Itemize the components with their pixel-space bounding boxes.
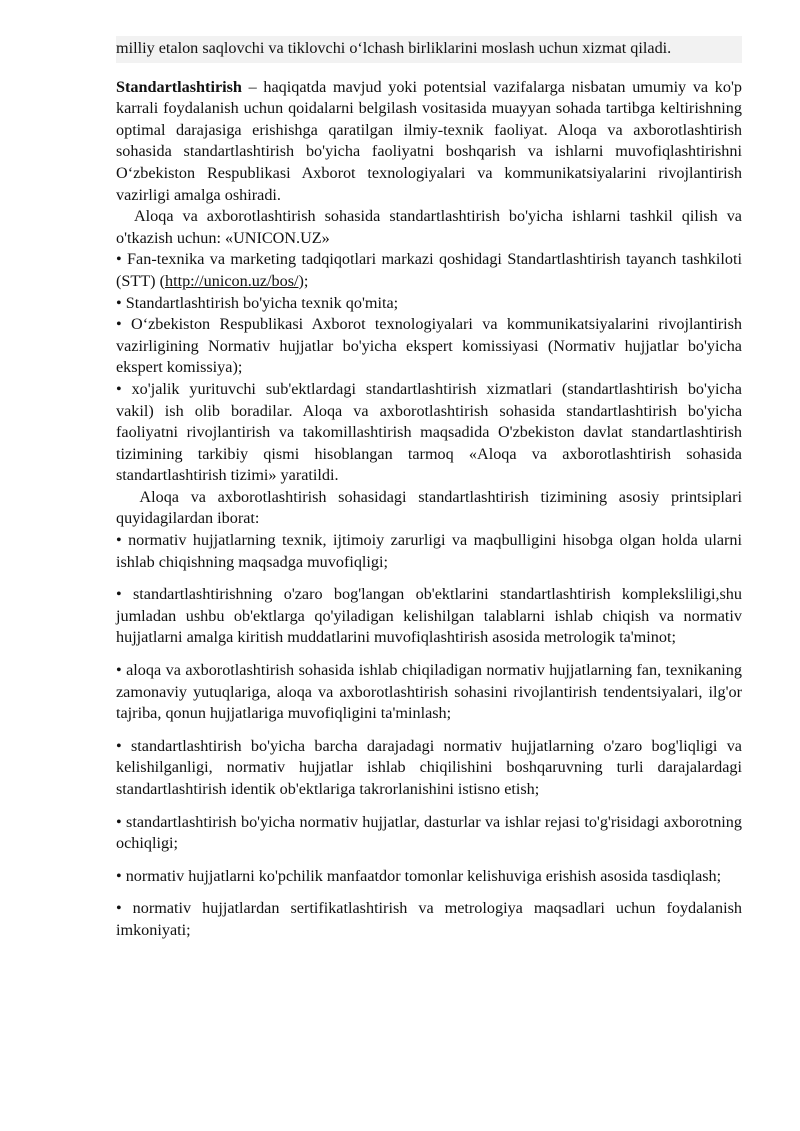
- definition-paragraph: [116, 77, 742, 207]
- principle-item: • standartlashtirish bo'yicha barcha darajadagi normativ hujjatlarning o'zaro bog'liqligi va kelishilganligi, normativ hujjatlar ishlab chiqilishini boshqaruvning turli darajalardagi standartlashtirish identik ob'ektlariga takrorlanishini istisno etish;: [116, 736, 742, 798]
- organization-intro: Aloqa va axborotlashtirish sohasida standartlashtirish bo'yicha ishlarni tashkil qilish va o'tkazish uchun: «UNICON.UZ»: [116, 207, 742, 247]
- principle-item: • standartlashtirish bo'yicha normativ hujjatlar, dasturlar va ishlar rejasi to'g'risidagi axborotning ochiqligi;: [116, 812, 742, 853]
- definition-term: Standartlashtirish: [116, 77, 242, 96]
- principle-item: • standartlashtirishning o'zaro bog'langan ob'ektlarini standartlashtirish kompleksliligi,shu jumladan ushbu ob'ektlarga qo'yiladigan kelishilgan talablarni ishlab chiqish va normativ hujjatlarni amalga kiritish muddatlarini muvofiqlashtirish asosida metrologik ta'minot;: [116, 585, 742, 647]
- document-page: [116, 36, 742, 942]
- organization-item-committee: • Standartlashtirish bo'yicha texnik qo'mita;: [116, 293, 399, 312]
- principle-item: • normativ hujjatlardan sertifikatlashtirish va metrologiya maqsadlari uchun foydalanish imkoniyati;: [116, 899, 742, 939]
- intro-paragraph: milliy etalon saqlovchi va tiklovchi o‘lchash birliklarini moslash uchun xizmat qiladi.: [116, 36, 742, 63]
- unicon-link[interactable]: http://unicon.uz/bos/: [165, 271, 299, 290]
- principle-item: • normativ hujjatlarni ko'pchilik manfaatdor tomonlar kelishuviga erishish asosida tasdiqlash;: [116, 866, 722, 885]
- principle-item: • aloqa va axborotlashtirish sohasida ishlab chiqiladigan normativ hujjatlarning fan, texnikaning zamonaviy yutuqlariga, aloqa va axborotlashtirish sohasini rivojlantirish tendentsiyalari, ilg'or tajriba, qonun hujjatlariga muvofiqligini ta'minlash;: [116, 661, 742, 723]
- organization-item-services: • xo'jalik yurituvchi sub'ektlardagi standartlashtirish xizmatlari (standartlashtirish bo'yicha vakil) ish olib boradilar. Aloqa va axborotlashtirish sohasida standartlashtirish bo'yicha faoliyatni rivojlantirish va takomillashtirish maqsadida O'zbekiston davlat standartlashtirish tizimining tarkibiy qismi hisoblangan tarmoq «Aloqa va axborotlashtirish sohasida standartlashtirish tizimi» yaratildi.: [116, 379, 742, 485]
- principle-item: • normativ hujjatlarning texnik, ijtimoiy zarurligi va maqbulligini hisobga olgan holda ularni ishlab chiqishning maqsadga muvofiqligi;: [116, 531, 742, 571]
- principles-intro: Aloqa va axborotlashtirish sohasidagi standartlashtirish tizimining asosiy printsiplari quyidagilardan iborat:: [116, 487, 742, 528]
- organization-item-commission: • O‘zbekiston Respublikasi Axborot texnologiyalari va kommunikatsiyalarini rivojlantirish vazirligining Normativ hujjatlar bo'yicha ekspert komissiyasi (Normativ hujjatlar bo'yicha ekspert komissiya);: [116, 315, 742, 377]
- definition-text: – haqiqatda mavjud yoki potentsial vazifalarga nisbatan umumiy va ko'p karrali foydalanish uchun qoidalarni belgilash vositasida muayyan sohada tartibga keltirishning optimal darajasiga erishishga qaratilgan ilmiy-texnik faoliyat. Aloqa va axborotlashtirish sohasida standartlashtirish bo'yicha faoliyatni boshqarish va ishlarni muvofiqlashtirishni O‘zbekiston Respublikasi Axborot texnologiyalari va kommunikatsiyalarini rivojlantirish vazirligi amalga oshiradi.: [116, 77, 742, 204]
- organization-item-stt: • Fan-texnika va marketing tadqiqotlari markazi qoshidagi Standartlashtirish tayanch tashkiloti (STT) (http://unicon.uz/bos/);: [116, 250, 742, 290]
